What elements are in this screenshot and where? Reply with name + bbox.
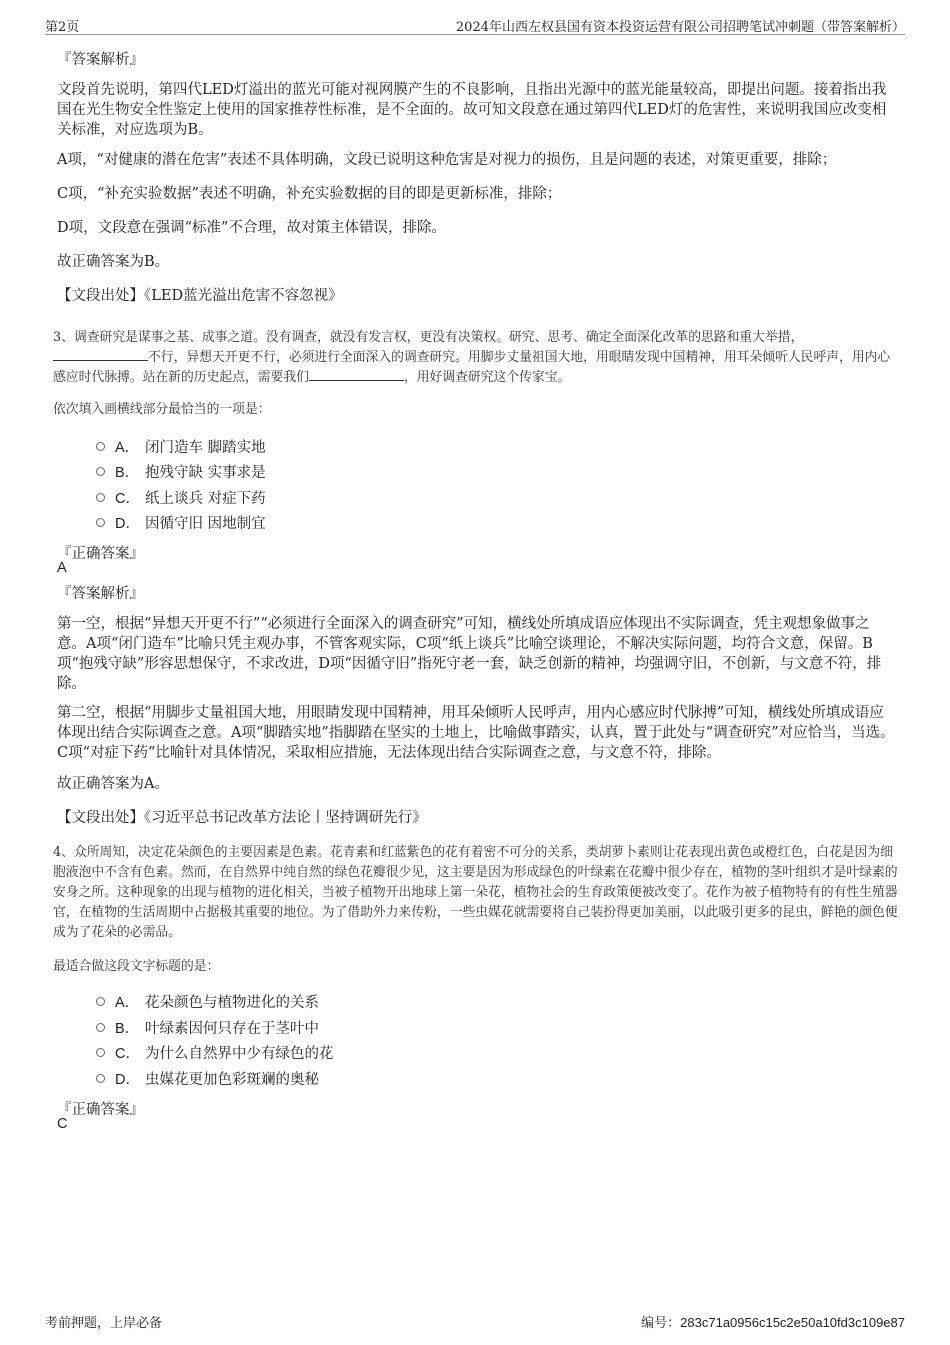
document-title: 2024年山西左权县国有资本投资运营有限公司招聘笔试冲刺题（带答案解析） — [455, 20, 905, 35]
radio-icon[interactable] — [96, 1048, 105, 1057]
option-b[interactable]: B． 抱残守缺 实事求是 — [96, 460, 266, 482]
option-a[interactable]: A． 闭门造车 脚踏实地 — [96, 435, 266, 457]
option-c[interactable]: C． 为什么自然界中少有绿色的花 — [96, 1041, 334, 1063]
analysis-paragraph: A项，“对健康的潜在危害”表述不具体明确，文段已说明这种危害是对视力的损伤，且是问题的表述，对策更重要，排除； — [57, 152, 837, 168]
radio-icon[interactable] — [96, 1023, 105, 1032]
correct-answer-tag: 『正确答案』 — [57, 546, 144, 562]
question-stem: 3、调查研究是谋事之基、成事之道。没有调查，就没有发言权，更没有决策权。研究、思考、确定全面深化改革的思路和重大举措，不行，异想天开更不行，必须进行全面深入的调查研究。用脚步丈量祖国大地，用眼睛发现中国精神，用耳朵倾听人民呼声，用内心感应时代脉搏。站在新的历史起点，需要我们 ，用好调查研究这个传家宝。 — [53, 330, 891, 385]
correct-answer: A — [57, 560, 67, 576]
page-number: 第2页 — [45, 20, 80, 35]
radio-icon[interactable] — [96, 1074, 105, 1083]
correct-answer-tag: 『正确答案』 — [57, 1102, 144, 1118]
question-prompt: 依次填入画横线部分最恰当的一项是： — [53, 402, 271, 417]
analysis-tag: 『答案解析』 — [57, 52, 144, 68]
fill-blank — [309, 368, 404, 381]
option-c[interactable]: C． 纸上谈兵 对症下药 — [96, 486, 266, 508]
page-header — [45, 14, 905, 35]
fill-blank — [53, 348, 148, 361]
analysis-paragraph: 第二空，根据“用脚步丈量祖国大地，用眼睛发现中国精神，用耳朵倾听人民呼声，用内心感应时代脉搏”可知，横线处所填成语应体现出结合实际调查之意。A项“脚踏实地”指脚踏在坚实的土地上，比喻做事踏实，认真，置于此处与“调查研究”对应恰当，当选。C项“对症下药”比喻针对具体情况，采取相应措施，无法体现出结合实际调查之意，与文意不符，排除。 — [57, 705, 895, 761]
radio-icon[interactable] — [96, 493, 105, 502]
answer-statement: 故正确答案为B。 — [57, 254, 170, 270]
footer-slogan: 考前押题，上岸必备 — [45, 1316, 163, 1331]
analysis-paragraph: D项，文段意在强调“标准”不合理，故对策主体错误，排除。 — [57, 220, 446, 236]
source-citation: 【文段出处】《LED蓝光溢出危害不容忽视》 — [57, 288, 343, 304]
radio-icon[interactable] — [96, 442, 105, 451]
analysis-paragraph: 第一空，根据“异想天开更不行”“必须进行全面深入的调查研究”可知，横线处所填成语应体现出不实际调查，凭主观想象做事之意。A项“闭门造车”比喻只凭主观办事，不管客观实际，C项“纸上谈兵”比喻空谈理论，不解决实际问题，均符合文意，保留。B项“抱残守缺”形容思想保守，不求改进，D项“因循守旧”指死守老一套，缺乏创新的精神，均强调守旧，不创新，与文意不符，排除。 — [57, 616, 882, 692]
radio-icon[interactable] — [96, 997, 105, 1006]
correct-answer: C — [57, 1116, 68, 1132]
question-stem: 4、众所周知，决定花朵颜色的主要因素是色素。花青素和红蓝紫色的花有着密不可分的关系，类胡萝卜素则让花表现出黄色或橙红色，白花是因为细胞液泡中不含有色素。然而，在自然界中纯自然的绿色花瓣很少见，这主要是因为形成绿色的叶绿素在花瓣中很少存在，植物的茎叶组织才是叶绿素的安身之所。这种现象的出现与植物的进化相关，当被子植物开出地球上第一朵花，植物社会的生育政策便被改变了。花作为被子植物特有的有性生殖器官，在植物的生活周期中占据极其重要的地位。为了借助外力来传粉，一些虫媒花就需要将自己装扮得更加美丽，以此吸引更多的昆虫，鲜艳的颜色便成为了花朵的必需品。 — [53, 845, 898, 940]
question-prompt: 最适合做这段文字标题的是： — [53, 959, 220, 974]
option-a[interactable]: A． 花朵颜色与植物进化的关系 — [96, 990, 319, 1012]
option-b[interactable]: B． 叶绿素因何只存在于茎叶中 — [96, 1016, 319, 1038]
analysis-paragraph: C项，“补充实验数据”表述不明确，补充实验数据的目的即是更新标准，排除； — [57, 186, 562, 202]
radio-icon[interactable] — [96, 518, 105, 527]
analysis-tag: 『答案解析』 — [57, 586, 144, 602]
analysis-paragraph: 文段首先说明，第四代LED灯溢出的蓝光可能对视网膜产生的不良影响，且指出光源中的蓝光能量较高，即提出问题。接着指出我国在光生物安全性鉴定上使用的国家推荐性标准，是不全面的。故可知文段意在通过第四代LED灯的危害性，来说明我国应改变相关标准，对应选项为B。 — [57, 82, 887, 138]
answer-statement: 故正确答案为A。 — [57, 776, 169, 792]
option-d[interactable]: D． 虫媒花更加色彩斑斓的奥秘 — [96, 1067, 319, 1089]
document-code: 编号：283c71a0956c15c2e50a10fd3c109e87 — [641, 1315, 905, 1331]
option-d[interactable]: D． 因循守旧 因地制宜 — [96, 511, 266, 533]
source-citation: 【文段出处】《习近平总书记改革方法论丨坚持调研先行》 — [57, 810, 427, 826]
radio-icon[interactable] — [96, 467, 105, 476]
